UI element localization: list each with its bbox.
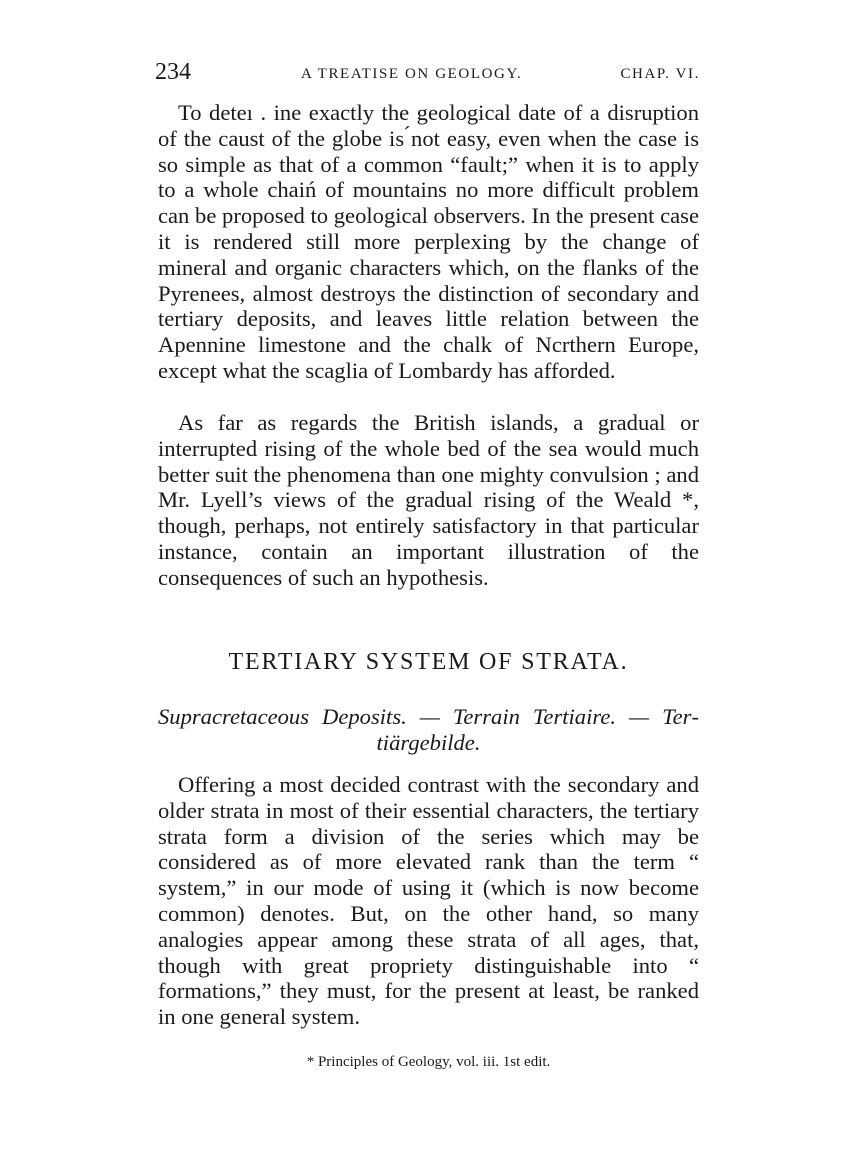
page-number: 234 [155,59,191,85]
section-subheading: Supracretaceous Deposits. — Terrain Tertiaire. — Tertiärgebilde. [158,704,699,755]
chapter-label: CHAP. VI. [620,66,700,82]
paragraph-british-islands: As far as regards the British islands, a gradual or interrupted rising of the whole bed of the sea would much better suit the phenomena than one mighty convulsion ; and Mr. Lyell’s views of the gradual rising of the Weald *, though, perhaps, not entirely satisfactory in that particular instance, contain an important illustration of the consequences of such an hypothesis. [158,410,699,590]
paragraph-tertiary-strata: Offering a most decided contrast with the secondary and older strata in most of their essential characters, the tertiary strata form a division of the series which may be considered as of more elevated rank than the term “ system,” in our mode of using it (which is now become common) denotes. But, on the other hand, so many analogies appear among these strata of all ages, that, though with great propriety distinguishable into “ formations,” they must, for the present at least, be ranked in one general system. [158,772,699,1030]
running-head [155,58,700,88]
footnote: * Principles of Geology, vol. iii. 1st edit. [306,1054,551,1070]
paragraph-dating-disruption: To deteı . ine exactly the geological date of a disruption of the caust of the globe is ́not easy, even when the case is so simple as that of a common “fault;” when it is to apply to a whole chaiń of mountains no more difficult problem can be proposed to geological observers. In the present case it is rendered still more perplexing by the change of mineral and organic characters which, on the flanks of the Pyrenees, almost destroys the distinction of secondary and tertiary deposits, and leaves little relation between the Apennine limestone and the chalk of Ncrthern Europe, except what the scaglia of Lombardy has afforded. [158,100,699,383]
section-heading: TERTIARY SYSTEM OF STRATA. [228,649,629,675]
running-title: A TREATISE ON GEOLOGY. [301,66,523,82]
